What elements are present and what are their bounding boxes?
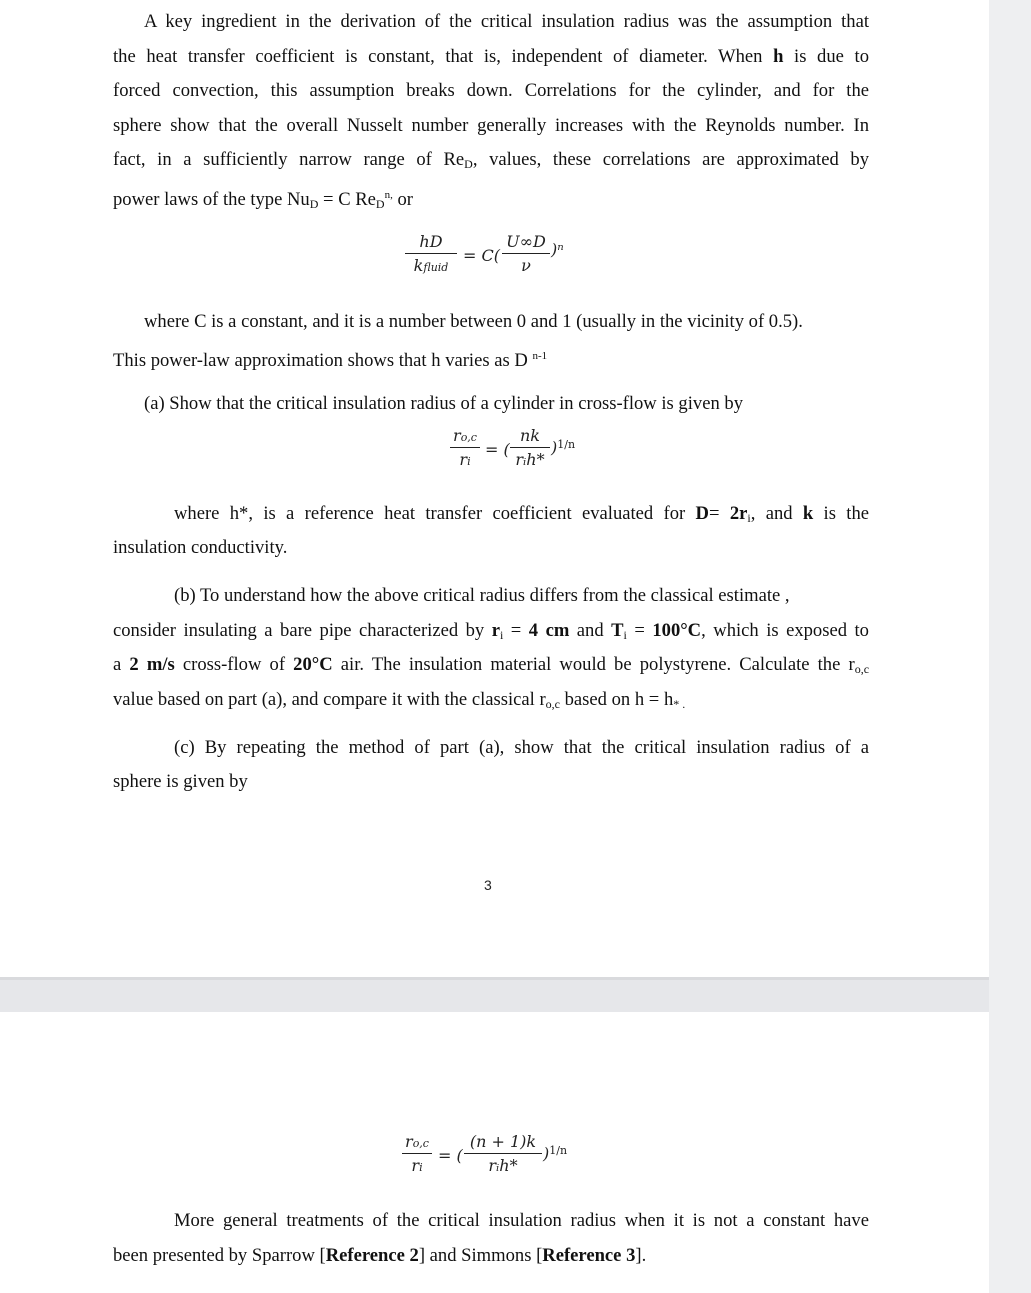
viewer-side-panel <box>989 0 1031 1293</box>
denominator: rᵢh* <box>488 1156 518 1175</box>
equation-nusselt-power-law <box>405 232 605 288</box>
text: fact, in a sufficiently narrow range of Re <box>113 149 465 170</box>
text: = <box>503 620 529 641</box>
paragraph1-line1 <box>144 10 869 34</box>
part-b-line1 <box>174 584 869 608</box>
text: and <box>569 620 612 641</box>
paragraph1-line4 <box>113 114 869 138</box>
text: cross-flow of <box>174 654 294 675</box>
numerator: hD <box>419 232 443 251</box>
subscript: D <box>375 197 385 211</box>
fraction-bar <box>402 1153 432 1154</box>
lhs-fraction <box>450 426 480 469</box>
fraction-bar <box>502 253 550 254</box>
bold-r: r <box>491 620 500 641</box>
text: ] and Simmons [ <box>418 1245 543 1266</box>
text: , values, these correlations are approximated by <box>472 149 869 170</box>
subscript: i <box>747 511 751 525</box>
exponent: )ⁿ <box>551 240 564 259</box>
subscript: o,c <box>412 1137 429 1150</box>
numerator <box>450 426 480 445</box>
text: or <box>392 189 413 210</box>
text: (c) By repeating the method of part (a), show that the critical insulation radius of a <box>174 737 869 758</box>
equals-sign: = ( <box>438 1146 463 1165</box>
text: = C Re <box>318 189 376 210</box>
document-page-4 <box>0 1012 989 1293</box>
part-c-line1 <box>174 736 869 760</box>
paren: ) <box>543 1144 550 1163</box>
r-symbol: r <box>453 426 461 445</box>
text: air. The insulation material would be polystyrene. Calculate the r <box>332 654 855 675</box>
bold-h: h <box>773 46 784 67</box>
subscript: i <box>623 628 627 642</box>
text: where C is a constant, and it is a number between 0 and 1 (usually in the vicinity of 0.5). <box>144 311 803 332</box>
fraction-bar <box>510 447 550 448</box>
text: forced convection, this assumption breaks down. Correlations for the cylinder, and for the <box>113 80 869 101</box>
bold-2ms: 2 m/s <box>129 654 175 675</box>
equation-critical-radius-sphere <box>402 1132 602 1188</box>
text: based on h = h <box>559 689 674 710</box>
denominator <box>450 450 480 469</box>
text: (b) To understand how the above critical radius differs from the classical estimate , <box>174 585 790 606</box>
denominator: ν <box>521 256 531 275</box>
equals-sign: = ( <box>485 440 510 459</box>
text: insulation conductivity. <box>113 537 288 558</box>
bold-reference-3: Reference 3 <box>542 1245 636 1266</box>
subscript: i <box>419 1161 423 1174</box>
numerator <box>402 1132 432 1151</box>
paragraph3-line1 <box>174 502 869 530</box>
paragraph1-line6 <box>113 183 869 216</box>
exponent <box>543 1144 567 1163</box>
superscript: n-1 <box>532 350 548 362</box>
rhs-fraction <box>464 1132 542 1175</box>
text: is due to <box>783 46 869 67</box>
part-b-line2 <box>113 619 869 647</box>
text: where h*, is a reference heat transfer coefficient evaluated for <box>174 503 696 524</box>
bold-20c: 20°C <box>293 654 333 675</box>
text: ]. <box>635 1245 647 1266</box>
subscript: i <box>499 628 504 642</box>
lhs-fraction <box>402 1132 432 1175</box>
text: This power-law approximation shows that h varies as D <box>113 350 528 371</box>
subscript: o,c <box>460 431 477 444</box>
text: power laws of the type Nu <box>113 189 310 210</box>
text: , which is exposed to <box>701 620 869 641</box>
text: been presented by Sparrow [ <box>113 1245 326 1266</box>
superscript: n, <box>384 189 393 201</box>
fraction-bar <box>405 253 457 254</box>
bold-2r: 2r <box>729 503 748 524</box>
paren: ) <box>551 438 558 457</box>
rhs-fraction <box>510 426 550 469</box>
r-symbol: r <box>459 450 468 469</box>
part-a-line1 <box>144 392 869 416</box>
subscript: D <box>309 197 319 211</box>
r-symbol: r <box>411 1156 420 1175</box>
text: = <box>626 620 653 641</box>
subscript: * . <box>673 697 686 711</box>
fraction-bar <box>450 447 480 448</box>
text: consider insulating a bare pipe characterized by <box>113 620 492 641</box>
text: A key ingredient in the derivation of the critical insulation radius was the assumption that <box>144 11 869 32</box>
text: a <box>113 654 130 675</box>
subscript: i <box>467 455 471 468</box>
superscript: 1/n <box>557 438 576 451</box>
page-separator <box>0 977 989 1012</box>
numerator: (n + 1)k <box>469 1132 537 1151</box>
text: sphere show that the overall Nusselt number generally increases with the Reynolds number. In <box>113 115 869 136</box>
part-c-line2 <box>113 770 869 794</box>
page-number: 3 <box>484 877 492 893</box>
r-symbol: r <box>405 1132 413 1151</box>
part-b-line3 <box>113 653 869 681</box>
paragraph2-line2 <box>113 344 869 373</box>
superscript: 1/n <box>549 1144 568 1157</box>
text: More general treatments of the critical insulation radius when it is not a constant have <box>174 1210 869 1231</box>
subscript: fluid <box>423 261 449 274</box>
text: sphere is given by <box>113 771 248 792</box>
bold-100c: 100°C <box>652 620 702 641</box>
numerator: nk <box>520 426 540 445</box>
text: (a) Show that the critical insulation radius of a cylinder in cross-flow is given by <box>144 393 743 414</box>
paragraph4-line2 <box>113 1244 869 1268</box>
subscript: o,c <box>854 662 870 676</box>
text: , and <box>750 503 803 524</box>
part-b-line4 <box>113 688 869 716</box>
text: value based on part (a), and compare it with the classical r <box>113 689 546 710</box>
paragraph1-line5 <box>113 148 869 176</box>
equation-critical-radius-cylinder <box>450 426 630 480</box>
paragraph2-line1 <box>144 310 869 334</box>
paragraph1-line3 <box>113 79 869 103</box>
paragraph1-line2 <box>113 45 869 69</box>
subscript: o,c <box>545 697 560 711</box>
equals-sign: = C( <box>463 246 500 265</box>
denominator <box>405 256 457 275</box>
denominator: rᵢh* <box>515 450 545 469</box>
rhs-fraction <box>502 232 550 275</box>
subscript: D <box>464 157 473 171</box>
bold-d: D <box>695 503 709 524</box>
bold-4cm: 4 cm <box>528 620 570 641</box>
text: is the <box>813 503 869 524</box>
numerator: U∞D <box>506 232 546 251</box>
bold-t: T <box>611 620 624 641</box>
exponent <box>551 438 575 457</box>
denominator <box>402 1156 432 1175</box>
paragraph3-line2 <box>113 536 869 560</box>
k-symbol: k <box>413 256 424 275</box>
bold-reference-2: Reference 2 <box>325 1245 419 1266</box>
text: = <box>708 503 730 524</box>
fraction-bar <box>464 1153 542 1154</box>
text: the heat transfer coefficient is constant, that is, independent of diameter. When <box>113 46 774 67</box>
paragraph4-line1 <box>174 1209 869 1233</box>
lhs-fraction <box>405 232 457 275</box>
bold-k: k <box>802 503 814 524</box>
